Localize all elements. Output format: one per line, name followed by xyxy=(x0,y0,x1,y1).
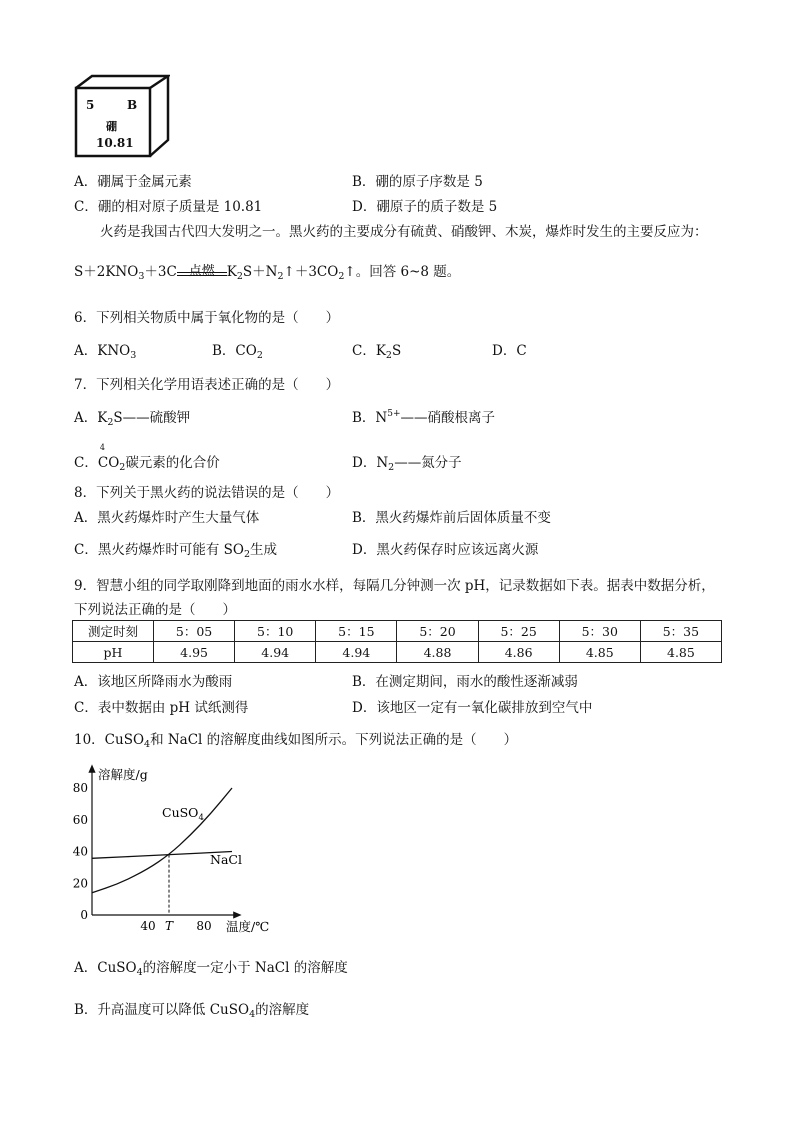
q7-option-a: A．$K_2S——$硫酸钾 xyxy=(74,410,191,428)
prev-option-b: B．硼的原子序数是 5 xyxy=(352,174,483,190)
table-cell: 5：15 xyxy=(316,621,397,642)
table-row xyxy=(73,621,722,642)
q9-option-b: B．在测定期间，雨水的酸性逐渐减弱 xyxy=(352,674,578,690)
reaction-equation: $S+2KNO_3+3C$ 点燃 $K_2S+N_2↑+3CO_2↑$。回答 6~8 题。 xyxy=(74,260,460,282)
q9-option-c: C．表中数据由 pH 试纸测得 xyxy=(74,700,249,716)
table-cell: 4.85 xyxy=(559,642,640,663)
table-row xyxy=(73,642,722,663)
table-cell: 4.85 xyxy=(640,642,721,663)
y-tick-label: 60 xyxy=(72,812,88,827)
y-tick-label: 0 xyxy=(80,908,88,922)
prev-option-d: D．硼原子的质子数是 5 xyxy=(352,199,498,215)
series-label-cuso4: CuSO$_4$ xyxy=(162,805,204,823)
element-mass: 10.81 xyxy=(96,136,134,150)
element-number: 5 xyxy=(86,98,95,112)
q8-option-a: A．黑火药爆炸时产生大量气体 xyxy=(74,510,260,526)
q10-option-b: B．升高温度可以降低 CuSO$_4$的溶解度 xyxy=(74,1002,310,1020)
q6-option-a: A．$KNO_3$ xyxy=(74,343,137,361)
table-cell: 4.94 xyxy=(235,642,316,663)
q6-option-d: D．C xyxy=(492,343,527,359)
q8-option-b: B．黑火药爆炸前后固体质量不变 xyxy=(352,510,551,526)
element-symbol: B xyxy=(127,98,138,112)
q6-option-b: B．$CO_2$ xyxy=(212,343,263,361)
table-cell: 4.95 xyxy=(154,642,235,663)
ph-table xyxy=(72,620,722,663)
table-header-cell: pH xyxy=(73,642,154,663)
q7-option-c: C． 4 $CO_2$碳元素的化合价 xyxy=(74,443,220,473)
q9-option-a: A．该地区所降雨水为酸雨 xyxy=(74,674,233,690)
q7-stem: 7．下列相关化学用语表述正确的是（ ） xyxy=(74,377,340,393)
element-name: 硼 xyxy=(106,120,117,133)
q8-option-d: D．黑火药保存时应该远离火源 xyxy=(352,542,539,558)
q10-stem: 10．CuSO$_4$和 NaCl 的溶解度曲线如图所示。下列说法正确的是（ ） xyxy=(74,732,518,750)
table-cell: 4.86 xyxy=(478,642,559,663)
q8-stem: 8．下列关于黑火药的说法错误的是（ ） xyxy=(74,485,340,501)
q8-option-c: C．黑火药爆炸时可能有 $SO_2$生成 xyxy=(74,542,277,560)
reaction-condition: 点燃 xyxy=(188,264,215,279)
x-tick-label: 80 xyxy=(196,919,212,933)
table-cell: 4.94 xyxy=(316,642,397,663)
q10-option-a: A．CuSO$_4$的溶解度一定小于 NaCl 的溶解度 xyxy=(74,960,348,978)
q7-option-d: D．$N_2——$氮分子 xyxy=(352,455,462,473)
series-label-nacl: NaCl xyxy=(210,852,242,867)
y-tick-label: 80 xyxy=(72,781,88,795)
table-cell: 5：05 xyxy=(154,621,235,642)
x-axis-label: 温度/℃ xyxy=(226,919,270,934)
y-tick-label: 40 xyxy=(72,844,88,859)
table-cell: 5：30 xyxy=(559,621,640,642)
y-tick-label: 20 xyxy=(72,876,88,891)
q9-stem-line2: 下列说法正确的是（ ） xyxy=(74,602,236,618)
intro-text: 火药是我国古代四大发明之一。黑火药的主要成分有硫黄、硝酸钾、木炭，爆炸时发生的主要反应为： xyxy=(100,224,708,240)
y-axis-label: 溶解度/g xyxy=(98,767,148,782)
q7-option-b: B．$N^{5+}——$硝酸根离子 xyxy=(352,409,496,426)
q9-option-d: D．该地区一定有一氧化碳排放到空气中 xyxy=(352,700,593,716)
q6-stem: 6．下列相关物质中属于氧化物的是（ ） xyxy=(74,310,340,326)
table-cell: 5：20 xyxy=(397,621,478,642)
table-cell: 5：10 xyxy=(235,621,316,642)
solubility-chart xyxy=(60,760,290,940)
table-cell: 5：35 xyxy=(640,621,721,642)
q9-stem-line1: 9．智慧小组的同学取刚降到地面的雨水水样，每隔几分钟测一次 pH，记录数据如下表。据表中数据分析， xyxy=(74,578,715,594)
x-tick-label: 40 xyxy=(140,919,156,933)
series-line-cuso4 xyxy=(92,788,232,893)
table-header-cell: 测定时刻 xyxy=(73,621,154,642)
q6-option-c: C．$K_2S$ xyxy=(352,343,402,361)
prev-option-a: A．硼属于金属元素 xyxy=(74,174,192,190)
x-tick-label: T xyxy=(164,919,174,933)
prev-option-c: C．硼的相对原子质量是 10.81 xyxy=(74,199,263,215)
table-cell: 5：25 xyxy=(478,621,559,642)
element-card xyxy=(74,74,170,158)
table-cell: 4.88 xyxy=(397,642,478,663)
